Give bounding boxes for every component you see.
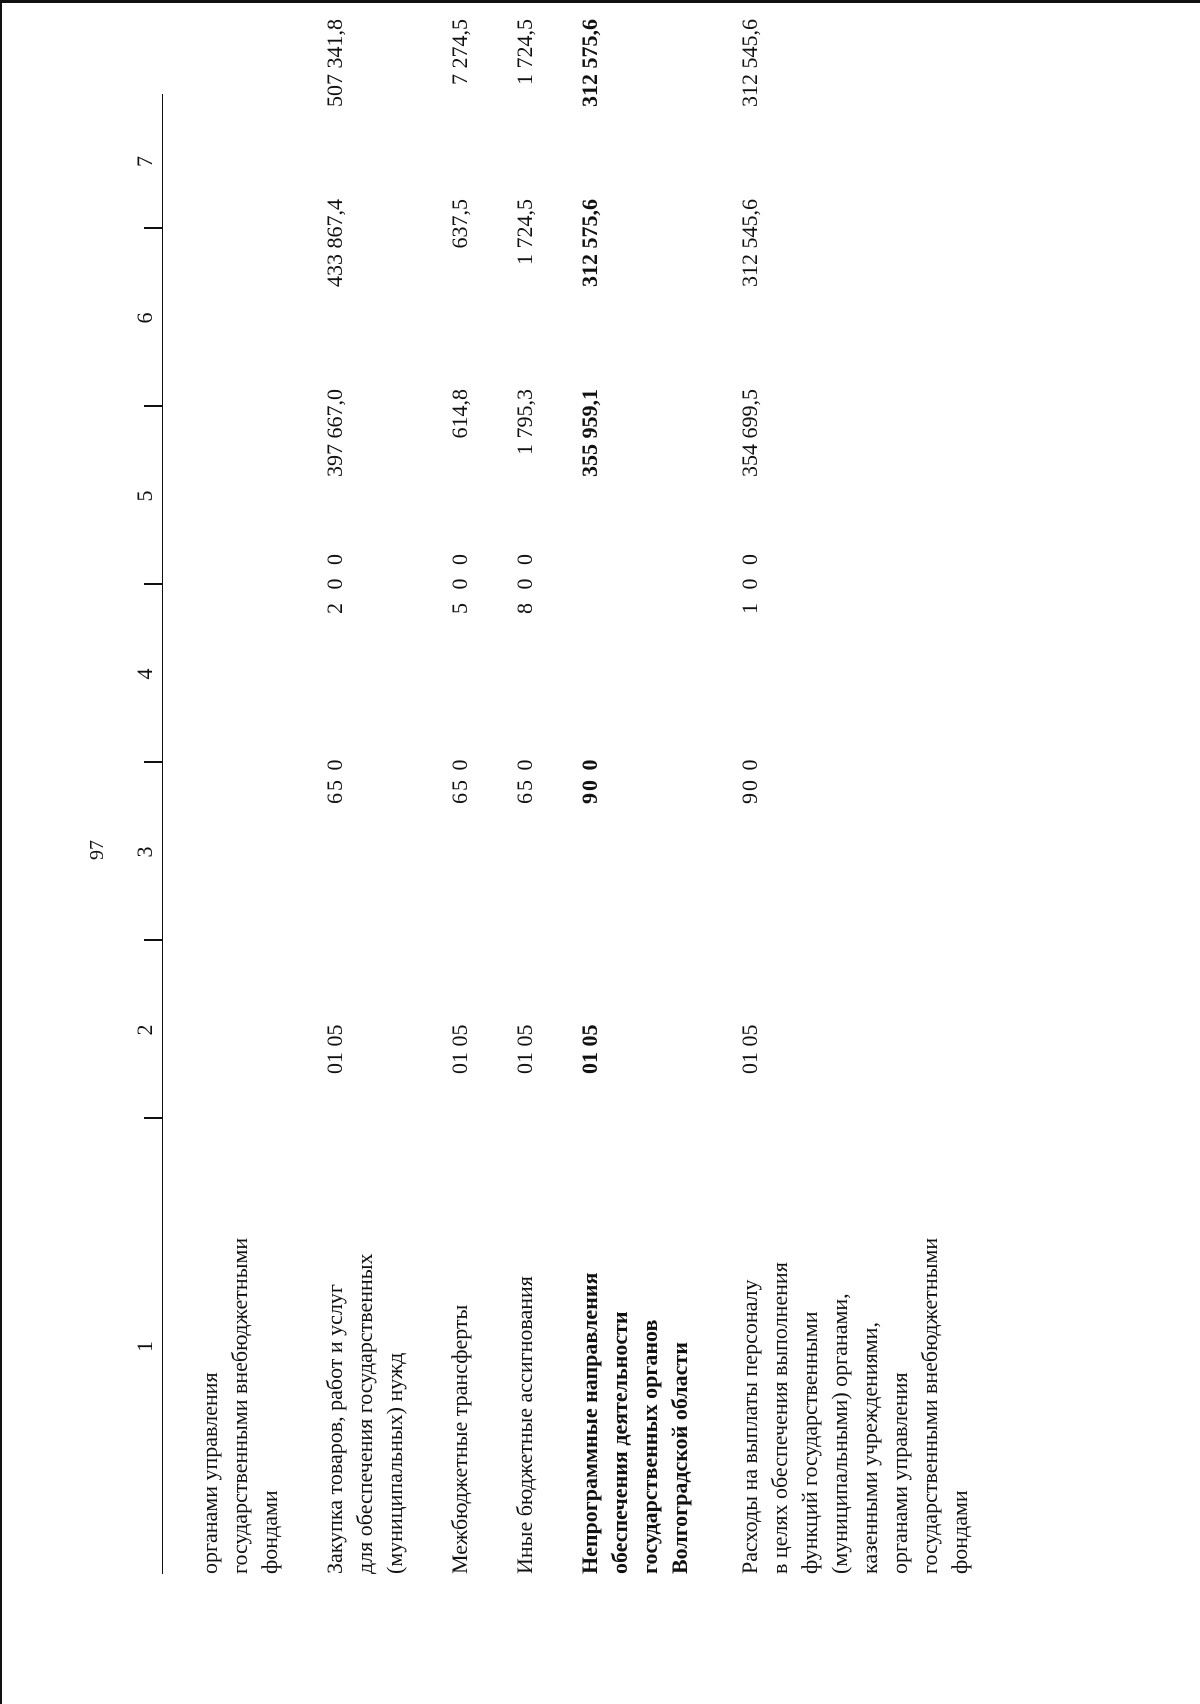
row-name: Иные бюджетные ассигнования [512, 1276, 537, 1574]
row-value-col6: 312 545,6 [737, 199, 762, 287]
row-name: Закупка товаров, работ и услуг для обеспечения государственных (муниципальных) нужд [322, 1253, 407, 1574]
row-expense-type: 5 0 0 [447, 550, 472, 614]
row-section-code: 01 05 [737, 1024, 762, 1074]
row-name: Расходы на выплаты персоналу в целях обеспечения выполнения функций государственными (муниципальными) органами, казенными учреждениями, органами управления государственными внебюджетными фондами [737, 1237, 972, 1574]
header-col-1: 1 [132, 1341, 157, 1352]
header-col-2: 2 [132, 1024, 157, 1036]
row-value-col7: 312 575,6 [577, 19, 602, 107]
row-value-col6: 312 575,6 [577, 199, 602, 287]
budget-table [130, 19, 972, 1574]
row-target-code: 90 0 [737, 757, 762, 804]
header-col-6: 6 [132, 312, 157, 324]
header-col-5: 5 [132, 490, 157, 502]
row-section-code: 01 05 [322, 1024, 347, 1074]
row-value-col7: 1 724,5 [512, 19, 537, 85]
header-col-3: 3 [132, 846, 157, 858]
row-value-col6: 637,5 [447, 199, 472, 249]
row-expense-type: 2 0 0 [322, 550, 347, 614]
row-target-code: 90 0 [577, 757, 602, 804]
row-value-col6: 433 867,4 [322, 199, 347, 287]
row-section-code: 01 05 [512, 1024, 537, 1074]
row-value-col5: 397 667,0 [322, 389, 347, 477]
row-section-code: 01 05 [577, 1024, 602, 1074]
row-value-col6: 1 724,5 [512, 199, 537, 265]
row-target-code: 65 0 [512, 757, 537, 804]
row-value-col5: 614,8 [447, 389, 472, 439]
header-col-7: 7 [132, 156, 157, 167]
row-expense-type: 8 0 0 [512, 550, 537, 614]
row-name: Непрограммные направления обеспечения деятельности государственных органов Волгоградской области [577, 1272, 692, 1574]
row-name: органами управления государственными внебюджетными фондами [197, 1237, 282, 1574]
row-value-col5: 354 699,5 [737, 389, 762, 477]
row-value-col5: 355 959,1 [577, 389, 602, 477]
row-section-code: 01 05 [447, 1024, 472, 1074]
header-col-4: 4 [132, 668, 157, 680]
row-value-col7: 7 274,5 [447, 19, 472, 85]
table-header [130, 94, 163, 1574]
row-value-col7: 507 341,8 [322, 19, 347, 107]
row-target-code: 65 0 [447, 757, 472, 804]
row-target-code: 65 0 [322, 757, 347, 804]
row-name: Межбюджетные трансферты [447, 1304, 472, 1574]
row-value-col5: 1 795,3 [512, 389, 537, 455]
row-value-col7: 312 545,6 [737, 19, 762, 107]
page-number: 97 [86, 840, 108, 860]
row-expense-type: 1 0 0 [737, 550, 762, 614]
